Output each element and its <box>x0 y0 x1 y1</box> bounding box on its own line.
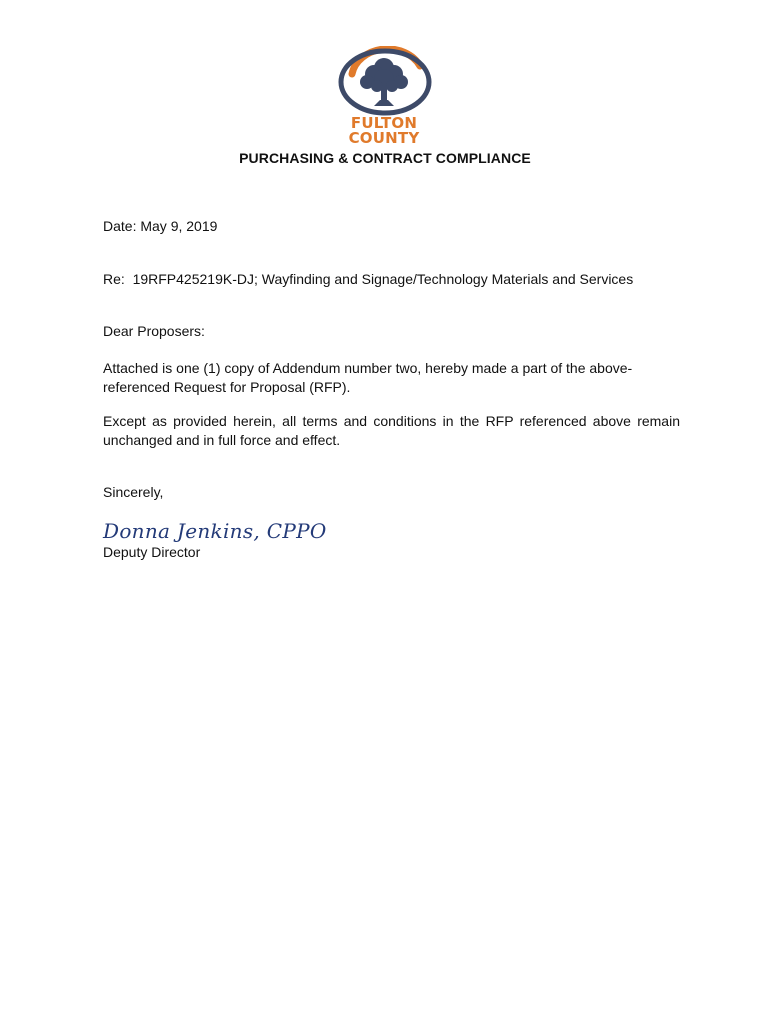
letter-greeting: Dear Proposers: <box>103 323 205 339</box>
logo-text-county: COUNTY <box>348 129 420 147</box>
fulton-county-logo <box>332 46 436 150</box>
logo-text-fulton: FULTON <box>350 114 418 132</box>
letter-subject: Re: 19RFP425219K-DJ; Wayfinding and Signage/Technology Materials and Services <box>103 271 634 287</box>
signatory-title: Deputy Director <box>103 544 201 560</box>
department-title: PURCHASING & CONTRACT COMPLIANCE <box>239 150 531 166</box>
letter-paragraph-2: Except as provided herein, all terms and conditions in the RFP referenced above remain unchanged and in full force and effect. <box>103 413 680 448</box>
signature: Donna Jenkins, CPPO <box>103 519 327 543</box>
letter-paragraph-1: Attached is one (1) copy of Addendum number two, hereby made a part of the above-referenced Request for Proposal (RFP). <box>103 360 633 395</box>
letter-date: Date: May 9, 2019 <box>103 218 218 234</box>
letter-closing: Sincerely, <box>103 484 164 500</box>
